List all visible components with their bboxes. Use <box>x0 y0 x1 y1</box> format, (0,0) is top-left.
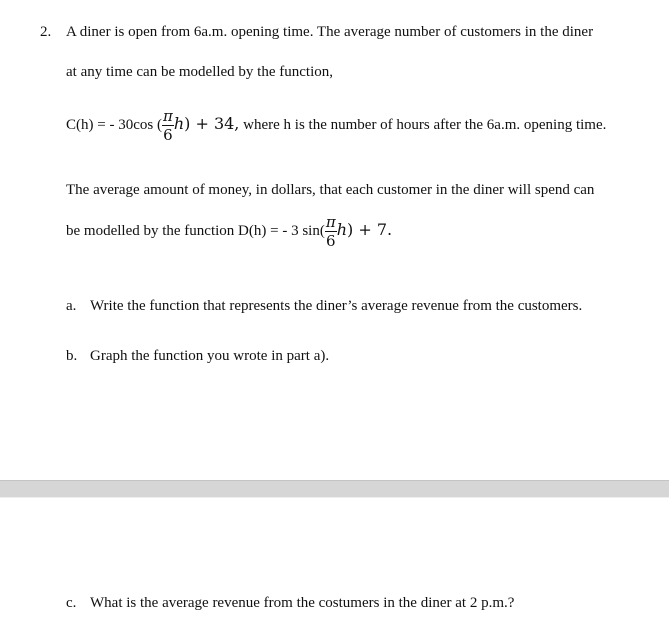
part-a-text: Write the function that represents the diner’s average revenue from the customers. <box>90 298 583 314</box>
fraction-numerator: π <box>162 107 173 125</box>
fraction-denominator: 6 <box>325 232 336 250</box>
money-line-1: The average amount of money, in dollars, that each customer in the diner will spend can <box>66 182 595 198</box>
part-a-label: a. <box>66 298 77 314</box>
money-function-lead: be modelled by the function D(h) = - 3 sin( <box>66 222 325 239</box>
part-c-text: What is the average revenue from the costumers in the diner at 2 p.m.? <box>90 595 515 611</box>
customers-function-lhs: C(h) = - 30cos ( <box>66 116 162 133</box>
part-c-label: c. <box>66 595 77 611</box>
function-variable: h <box>173 113 185 133</box>
question-intro-line-1: A diner is open from 6a.m. opening time. The average number of customers in the diner <box>66 24 594 40</box>
function-variable: h <box>336 219 347 239</box>
customers-function-rhs: ) + 34, <box>184 113 240 133</box>
customers-function-line <box>66 108 606 143</box>
fraction-denominator: 6 <box>163 126 173 144</box>
customers-function-description: where h is the number of hours after the 6a.m. opening time. <box>239 116 607 133</box>
part-b-text: Graph the function you wrote in part a). <box>90 348 330 364</box>
money-function-line <box>66 214 392 249</box>
question-number: 2. <box>40 24 52 40</box>
part-b-label: b. <box>66 348 78 364</box>
pi-over-six-fraction <box>325 214 337 249</box>
pi-over-six-fraction <box>162 108 174 143</box>
money-function-rhs: ) + 7. <box>347 219 393 239</box>
question-intro-line-2: at any time can be modelled by the function, <box>66 64 333 80</box>
document-page-2 <box>0 498 669 630</box>
page-separator <box>0 480 669 498</box>
fraction-numerator: π <box>325 213 336 231</box>
